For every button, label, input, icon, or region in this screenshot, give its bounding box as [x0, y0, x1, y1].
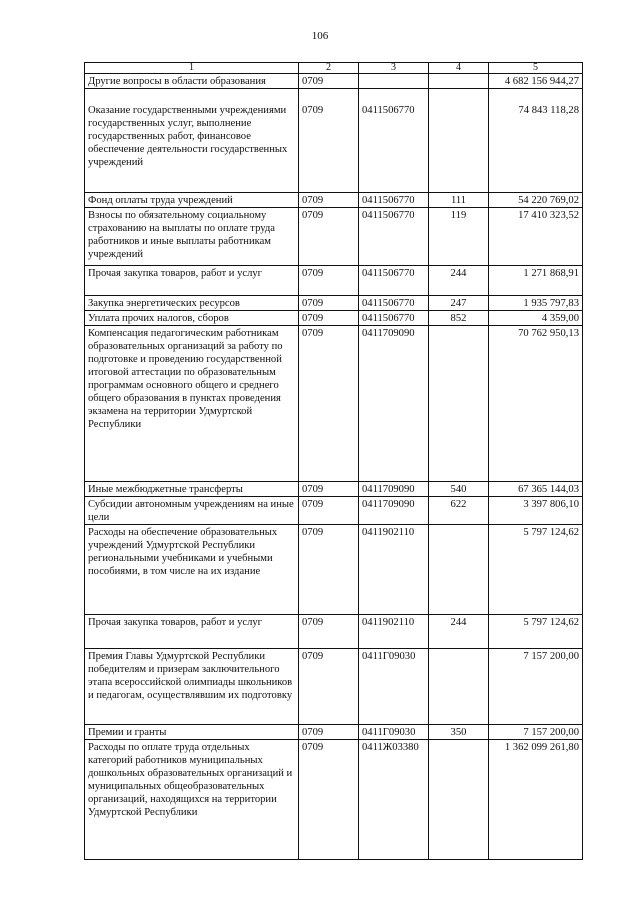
row-csr: 0411506770	[359, 296, 429, 311]
row-vr: 622	[429, 497, 489, 525]
page-number: 106	[311, 30, 329, 42]
table-row	[85, 497, 583, 525]
row-section: 0709	[299, 482, 359, 497]
row-section: 0709	[299, 615, 359, 649]
row-amount: 7 157 200,00	[489, 725, 583, 740]
row-amount: 4 682 156 944,27	[489, 74, 583, 89]
row-vr	[429, 740, 489, 860]
row-csr: 0411Г09030	[359, 649, 429, 725]
row-vr: 244	[429, 615, 489, 649]
header-col-2: 2	[299, 63, 359, 74]
row-section: 0709	[299, 208, 359, 266]
table-row	[85, 311, 583, 326]
row-name: Уплата прочих налогов, сборов	[85, 311, 299, 326]
row-section: 0709	[299, 740, 359, 860]
row-vr: 247	[429, 296, 489, 311]
row-vr	[429, 326, 489, 482]
row-section: 0709	[299, 296, 359, 311]
table-row	[85, 193, 583, 208]
row-vr	[429, 649, 489, 725]
budget-table	[84, 62, 583, 860]
row-name: Субсидии автономным учреждениям на иные цели	[85, 497, 299, 525]
row-section: 0709	[299, 266, 359, 296]
row-section: 0709	[299, 311, 359, 326]
row-section: 0709	[299, 525, 359, 615]
table-row	[85, 615, 583, 649]
row-vr	[429, 89, 489, 193]
row-amount: 54 220 769,02	[489, 193, 583, 208]
row-csr: 0411506770	[359, 311, 429, 326]
row-csr: 0411506770	[359, 89, 429, 193]
row-section: 0709	[299, 326, 359, 482]
row-section: 0709	[299, 649, 359, 725]
row-csr: 0411902110	[359, 615, 429, 649]
row-csr: 0411Г09030	[359, 725, 429, 740]
row-amount: 7 157 200,00	[489, 649, 583, 725]
row-amount: 1 362 099 261,80	[489, 740, 583, 860]
table-row	[85, 725, 583, 740]
header-col-1: 1	[85, 63, 299, 74]
row-csr: 0411709090	[359, 497, 429, 525]
table-row	[85, 740, 583, 860]
row-section: 0709	[299, 497, 359, 525]
table-row	[85, 525, 583, 615]
row-vr: 119	[429, 208, 489, 266]
row-vr	[429, 525, 489, 615]
row-name: Закупка энергетических ресурсов	[85, 296, 299, 311]
row-csr: 0411902110	[359, 525, 429, 615]
header-col-5: 5	[489, 63, 583, 74]
row-csr: 0411709090	[359, 326, 429, 482]
table-row	[85, 89, 583, 193]
row-csr	[359, 74, 429, 89]
row-amount: 17 410 323,52	[489, 208, 583, 266]
row-name: Прочая закупка товаров, работ и услуг	[85, 615, 299, 649]
table-row	[85, 208, 583, 266]
table-row	[85, 266, 583, 296]
row-section: 0709	[299, 193, 359, 208]
row-amount: 4 359,00	[489, 311, 583, 326]
table-row	[85, 326, 583, 482]
row-amount: 5 797 124,62	[489, 615, 583, 649]
row-section: 0709	[299, 725, 359, 740]
row-csr: 0411506770	[359, 208, 429, 266]
table-row	[85, 74, 583, 89]
row-vr	[429, 74, 489, 89]
row-name: Оказание государственными учреждениями государственных услуг, выполнение государственных работ, финансовое обеспечение деятельности государственных учреждений	[85, 89, 299, 193]
table-header-row	[85, 63, 583, 74]
header-col-4: 4	[429, 63, 489, 74]
row-amount: 1 271 868,91	[489, 266, 583, 296]
row-name: Премии и гранты	[85, 725, 299, 740]
row-vr: 244	[429, 266, 489, 296]
row-csr: 0411506770	[359, 266, 429, 296]
row-name: Расходы на обеспечение образовательных учреждений Удмуртской Республики региональными учебниками и учебными пособиями, в том числе на их издание	[85, 525, 299, 615]
row-vr: 852	[429, 311, 489, 326]
row-name: Другие вопросы в области образования	[85, 74, 299, 89]
table-row	[85, 649, 583, 725]
row-name: Премия Главы Удмуртской Республики победителям и призерам заключительного этапа всероссийской олимпиады школьников и педагогам, осуществлявшим их подготовку	[85, 649, 299, 725]
row-vr: 350	[429, 725, 489, 740]
header-col-3: 3	[359, 63, 429, 74]
row-amount: 74 843 118,28	[489, 89, 583, 193]
row-amount: 5 797 124,62	[489, 525, 583, 615]
row-vr: 540	[429, 482, 489, 497]
row-csr: 0411506770	[359, 193, 429, 208]
row-csr: 0411Ж03380	[359, 740, 429, 860]
row-amount: 67 365 144,03	[489, 482, 583, 497]
row-name: Прочая закупка товаров, работ и услуг	[85, 266, 299, 296]
row-name: Фонд оплаты труда учреждений	[85, 193, 299, 208]
row-amount: 1 935 797,83	[489, 296, 583, 311]
row-name: Компенсация педагогическим работникам образовательных организаций за работу по подготовке и проведению государственной итоговой аттестации по образовательным программам основного общего и среднего общего образования в пунктах проведения экзамена на территории Удмуртской Республики	[85, 326, 299, 482]
row-section: 0709	[299, 89, 359, 193]
row-name: Взносы по обязательному социальному страхованию на выплаты по оплате труда работников и иные выплаты работникам учреждений	[85, 208, 299, 266]
row-amount: 3 397 806,10	[489, 497, 583, 525]
table-row	[85, 296, 583, 311]
row-name: Иные межбюджетные трансферты	[85, 482, 299, 497]
row-csr: 0411709090	[359, 482, 429, 497]
row-vr: 111	[429, 193, 489, 208]
row-amount: 70 762 950,13	[489, 326, 583, 482]
row-section: 0709	[299, 74, 359, 89]
row-name: Расходы по оплате труда отдельных категорий работников муниципальных дошкольных образовательных организаций и муниципальных общеобразовательных организаций, находящихся на территории Удмуртской Республики	[85, 740, 299, 860]
table-row	[85, 482, 583, 497]
